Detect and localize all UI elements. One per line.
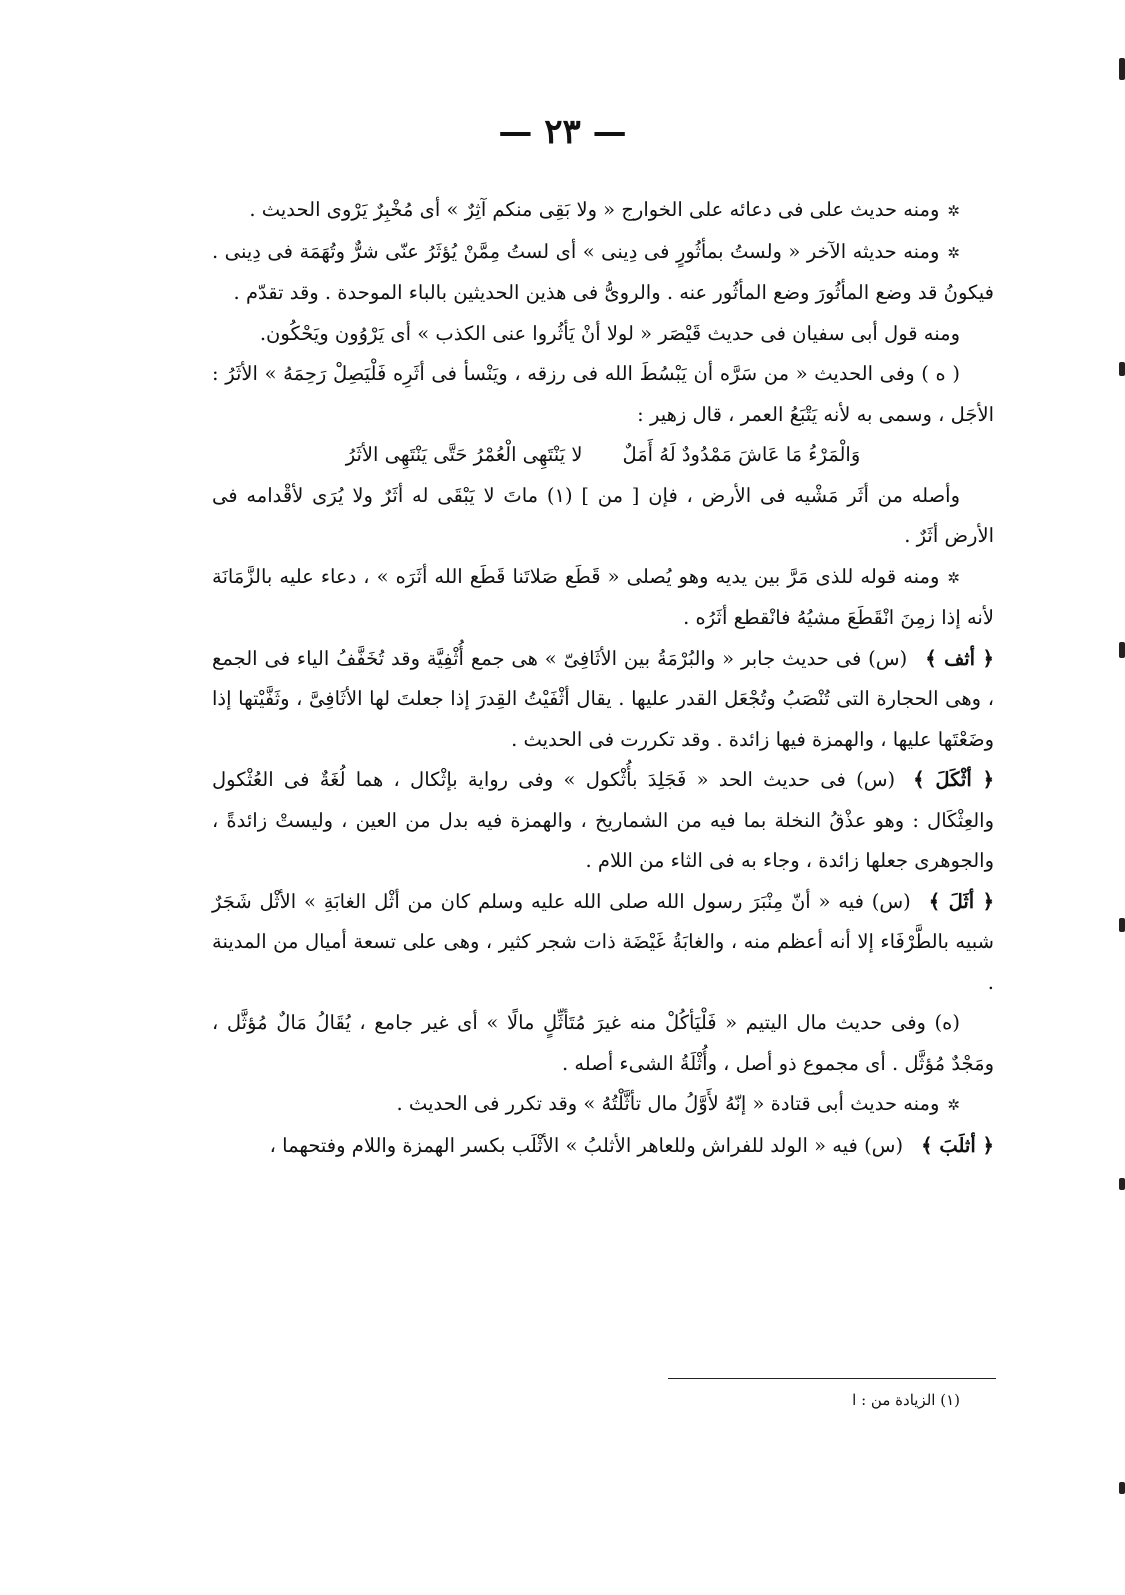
- paragraph-text: ومنه حديثه الآخر « ولستُ بمأثُورٍ فى دِينى » أى لستُ مِمَّنْ يُؤثَرُ عنّى شرٌّ وتُهَمَة فى دِينى . فيكونُ قد وضع المأثُورَ وضع المأثُور عنه . والروىُّ فى هذين الحديثين بالباء الموحدة . وقد تقدّم .: [212, 239, 994, 304]
- entry-headword: ﴿ أثْكَلَ ﴾: [913, 768, 994, 791]
- star-marker-icon: ✲: [947, 243, 960, 262]
- paragraph-2: [212, 232, 994, 314]
- paragraph-6: [212, 557, 994, 639]
- paragraph-text: (س) فيه « أنّ مِنْبَرَ رسول الله صلى الله عليه وسلم كان من أثْل الغابَةِ » الأثْل شَجَرٌ شبيه بالطَّرْفَاء إلا أنه أعظم منه ، والغابَةُ غَيْضَة ذات شجر كثير ، وهى على تسعة أميال من المدينة .: [212, 889, 994, 994]
- paragraph-text: ومنه حديث أبى قتادة « إنّهُ لأَوَّلُ مال تأثَّلْتُهُ » وقد تكرر فى الحديث .: [396, 1092, 940, 1115]
- verse-hemistich-right: وَالْمَرْءُ مَا عَاشَ مَمْدُودٌ لَهُ أَمَلٌ: [622, 443, 861, 466]
- scan-edge-mark: [1119, 642, 1125, 658]
- paragraph-orphan-wealth: [212, 1003, 994, 1084]
- paragraph-3: [212, 314, 994, 355]
- star-marker-icon: ✲: [947, 568, 960, 587]
- paragraph-text: وأصله من أثَر مَشْيه فى الأرض ، فإن [ من ] (١) ماتَ لا يَبْقَى له أثَرٌ ولا يُرَى لأقْدامه فى الأرض أثَرٌ .: [212, 483, 994, 547]
- page-number: — ٢٣ —: [498, 112, 627, 152]
- entry-headword: ﴿ أثلَبَ ﴾: [921, 1133, 994, 1157]
- poetry-verse: [212, 435, 994, 476]
- star-marker-icon: ✲: [947, 202, 960, 220]
- paragraph-abu-qatada: [212, 1084, 994, 1126]
- paragraph-text: (س) فى حديث الحد « فَجَلِدَ بأُثْكول » وفى رواية بإثْكال ، هما لُغَةٌ فى العُثْكول والعِثْكَال : وهو عذْقُ النخلة بما فيه من الشماريخ ، والهمزة فيه بدل من العين ، وليستْ زائدةً ، والجوهرى جعلها زائدة ، وجاء به فى الثاء من اللام .: [212, 768, 994, 872]
- paragraph-4: [212, 354, 994, 435]
- entry-athkal: [212, 760, 994, 882]
- entry-athal: [212, 882, 994, 1004]
- paragraph-text: (س) فيه « الولد للفراش وللعاهر الأثلبُ » الأثْلَب بكسر الهمزة واللام وفتحهما ،: [269, 1133, 904, 1157]
- scan-edge-mark: [1119, 1178, 1125, 1190]
- scan-edge-mark: [1119, 1482, 1125, 1494]
- footnote: (١) الزيادة من : ا: [852, 1391, 960, 1409]
- paragraph-text: ( ه ) وفى الحديث « من سَرَّه أن يَبْسُطَ الله فى رزقه ، ويَنْسأ فى أثَرِه فَلْيَصِلْ رَحِمَهُ » الأثَرُ : الأجَل ، وسمى به لأنه يَتْبَعُ العمر ، قال زهير :: [212, 362, 994, 426]
- star-marker-icon: ✲: [947, 1096, 960, 1114]
- paragraph-text: ومنه قول أبى سفيان فى حديث قَيْصَر « لولا أنْ يَأثُروا عنى الكذب » أى يَرْوُون ويَحْكُون.: [259, 321, 960, 345]
- scan-edge-mark: [1119, 362, 1125, 376]
- entry-athlab: [212, 1126, 994, 1167]
- entry-headword: ﴿ أثف ﴾: [925, 646, 994, 670]
- paragraph-1: [212, 190, 994, 232]
- footnote-divider: [668, 1378, 996, 1379]
- main-text-block: [212, 190, 994, 1166]
- paragraph-text: ومنه قوله للذى مَرَّ بين يديه وهو يُصلى « قَطَع صَلاتَنا قَطَع الله أثَرَه » ، دعاء عليه بالزَّمَانَة لأنه إذا زمِنَ انْقَطَعَ مشيُهُ فانْقطع أثَرُه .: [212, 564, 994, 629]
- paragraph-text: (ه) وفى حديث مال اليتيم « فَلْيَأكُلْ منه غيرَ مُتَأثِّلٍ مالًا » أى غير جامع ، يُقَالُ مَالٌ مُؤثَّل ، ومَجْدٌ مُؤثَّل . أى مجموع ذو أصل ، وأُثْلَةُ الشىء أصله .: [212, 1011, 994, 1075]
- scan-edge-mark: [1119, 58, 1125, 80]
- paragraph-text: ومنه حديث على فى دعائه على الخوارج « ولا بَقِى منكم آثِرٌ » أى مُخْبِرٌ يَرْوى الحديث .: [249, 198, 940, 221]
- entry-athf: [212, 639, 994, 761]
- verse-hemistich-left: لا يَنْتَهِى الْعُمْرُ حَتَّى يَنْتَهِى الأثَرُ: [345, 443, 583, 466]
- scan-edge-mark: [1119, 918, 1125, 932]
- entry-headword: ﴿ أثَلَ ﴾: [928, 889, 994, 913]
- paragraph-5: [212, 476, 994, 557]
- paragraph-text: (س) فى حديث جابر « والبُرْمَةُ بين الأثَافِىّ » هى جمع أُثْفِيَّة وقد تُخَفَّفُ الياء فى الجمع ، وهى الحجارة التى تُنْصَبُ وتُجْعَل القدر عليها . يقال أثْفَيْتُ القِدرَ إذا جعلتَ لها الأثَافِىَّ ، وثَفَّيْتها إذا وضَعْتَها عليها ، والهمزة فيها زائدة . وقد تكررت فى الحديث .: [212, 646, 994, 751]
